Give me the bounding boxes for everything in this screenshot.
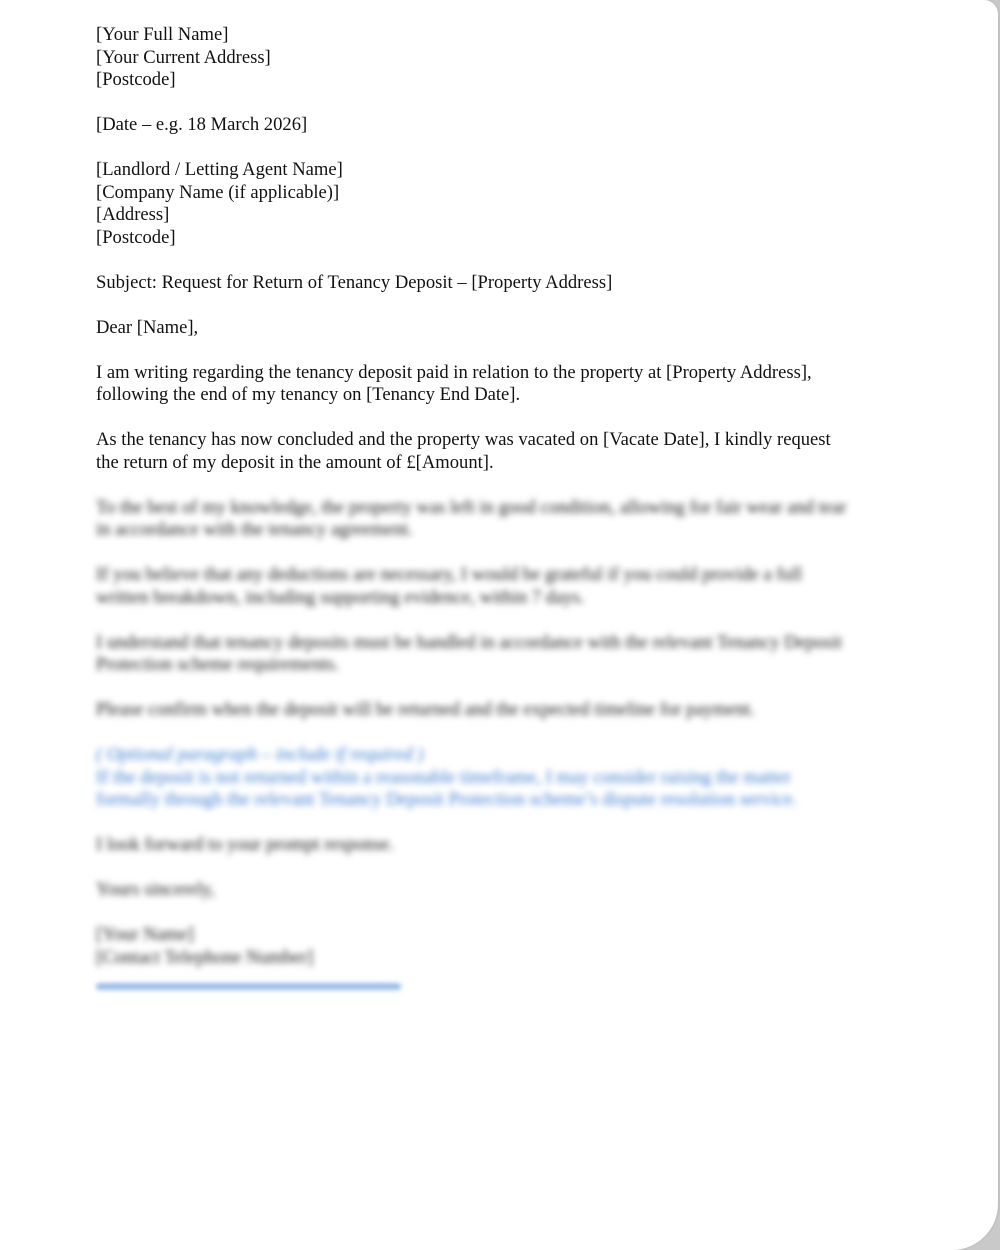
closing-line: I look forward to your prompt response.: [96, 834, 394, 855]
salutation-text: Dear [Name],: [96, 316, 199, 338]
sender-address: [Your Current Address]: [96, 46, 271, 68]
signature-block: [96, 924, 856, 969]
sender-block: [96, 24, 856, 92]
paragraph-1: I am writing regarding the tenancy deposit paid in relation to the property at [Property Address], following the end of my tenancy on [Tenancy End Date].: [96, 361, 812, 405]
salutation: [96, 317, 856, 340]
sender-postcode: [Postcode]: [96, 69, 176, 90]
letter-date: [Date – e.g. 18 March 2026]: [96, 114, 308, 135]
optional-text: If the deposit is not returned within a reasonable timeframe, I may consider raising the matter formally through the relevant Tenancy Deposit Protection scheme’s dispute resolution service.: [96, 766, 798, 810]
recipient-postcode: [Postcode]: [96, 226, 176, 248]
optional-note: ( Optional paragraph – include if required ): [96, 744, 424, 765]
sign-off-text: Yours sincerely,: [96, 879, 215, 900]
sender-name: [Your Full Name]: [96, 24, 229, 45]
recipient-name: [Landlord / Letting Agent Name]: [96, 159, 343, 180]
optional-paragraph: [96, 744, 856, 812]
paragraph-5-blurred: I understand that tenancy deposits must be handled in accordance with the relevant Tenancy Deposit Protection scheme requirements.: [96, 631, 842, 675]
footer-text-illegible: [96, 983, 401, 990]
sign-off: [96, 879, 856, 902]
paragraph-6-blurred: Please confirm when the deposit will be returned and the expected timeline for payment.: [96, 699, 755, 720]
subject-text: Subject: Request for Return of Tenancy Deposit – [Property Address]: [96, 271, 613, 293]
paragraph-2: As the tenancy has now concluded and the property was vacated on [Vacate Date], I kindly request the return of my deposit in the amount of £[Amount].: [96, 429, 831, 473]
letter-body: [96, 24, 856, 995]
signature-name: [Your Name]: [96, 924, 194, 945]
recipient-address: [Address]: [96, 204, 170, 225]
recipient-block: [96, 159, 856, 249]
paragraph-4-blurred: If you believe that any deductions are necessary, I would be grateful if you could provide a full written breakdown, including supporting evidence, within 7 days.: [96, 564, 803, 608]
recipient-company: [Company Name (if applicable)]: [96, 181, 340, 203]
subject-line: [96, 272, 856, 295]
paragraph-3-blurred: To the best of my knowledge, the property was left in good condition, allowing for fair wear and tear in accordance with the tenancy agreement.: [96, 496, 847, 540]
signature-phone: [Contact Telephone Number]: [96, 946, 314, 968]
footer-attribution-blurred: [96, 981, 856, 995]
date-block: [96, 114, 856, 137]
